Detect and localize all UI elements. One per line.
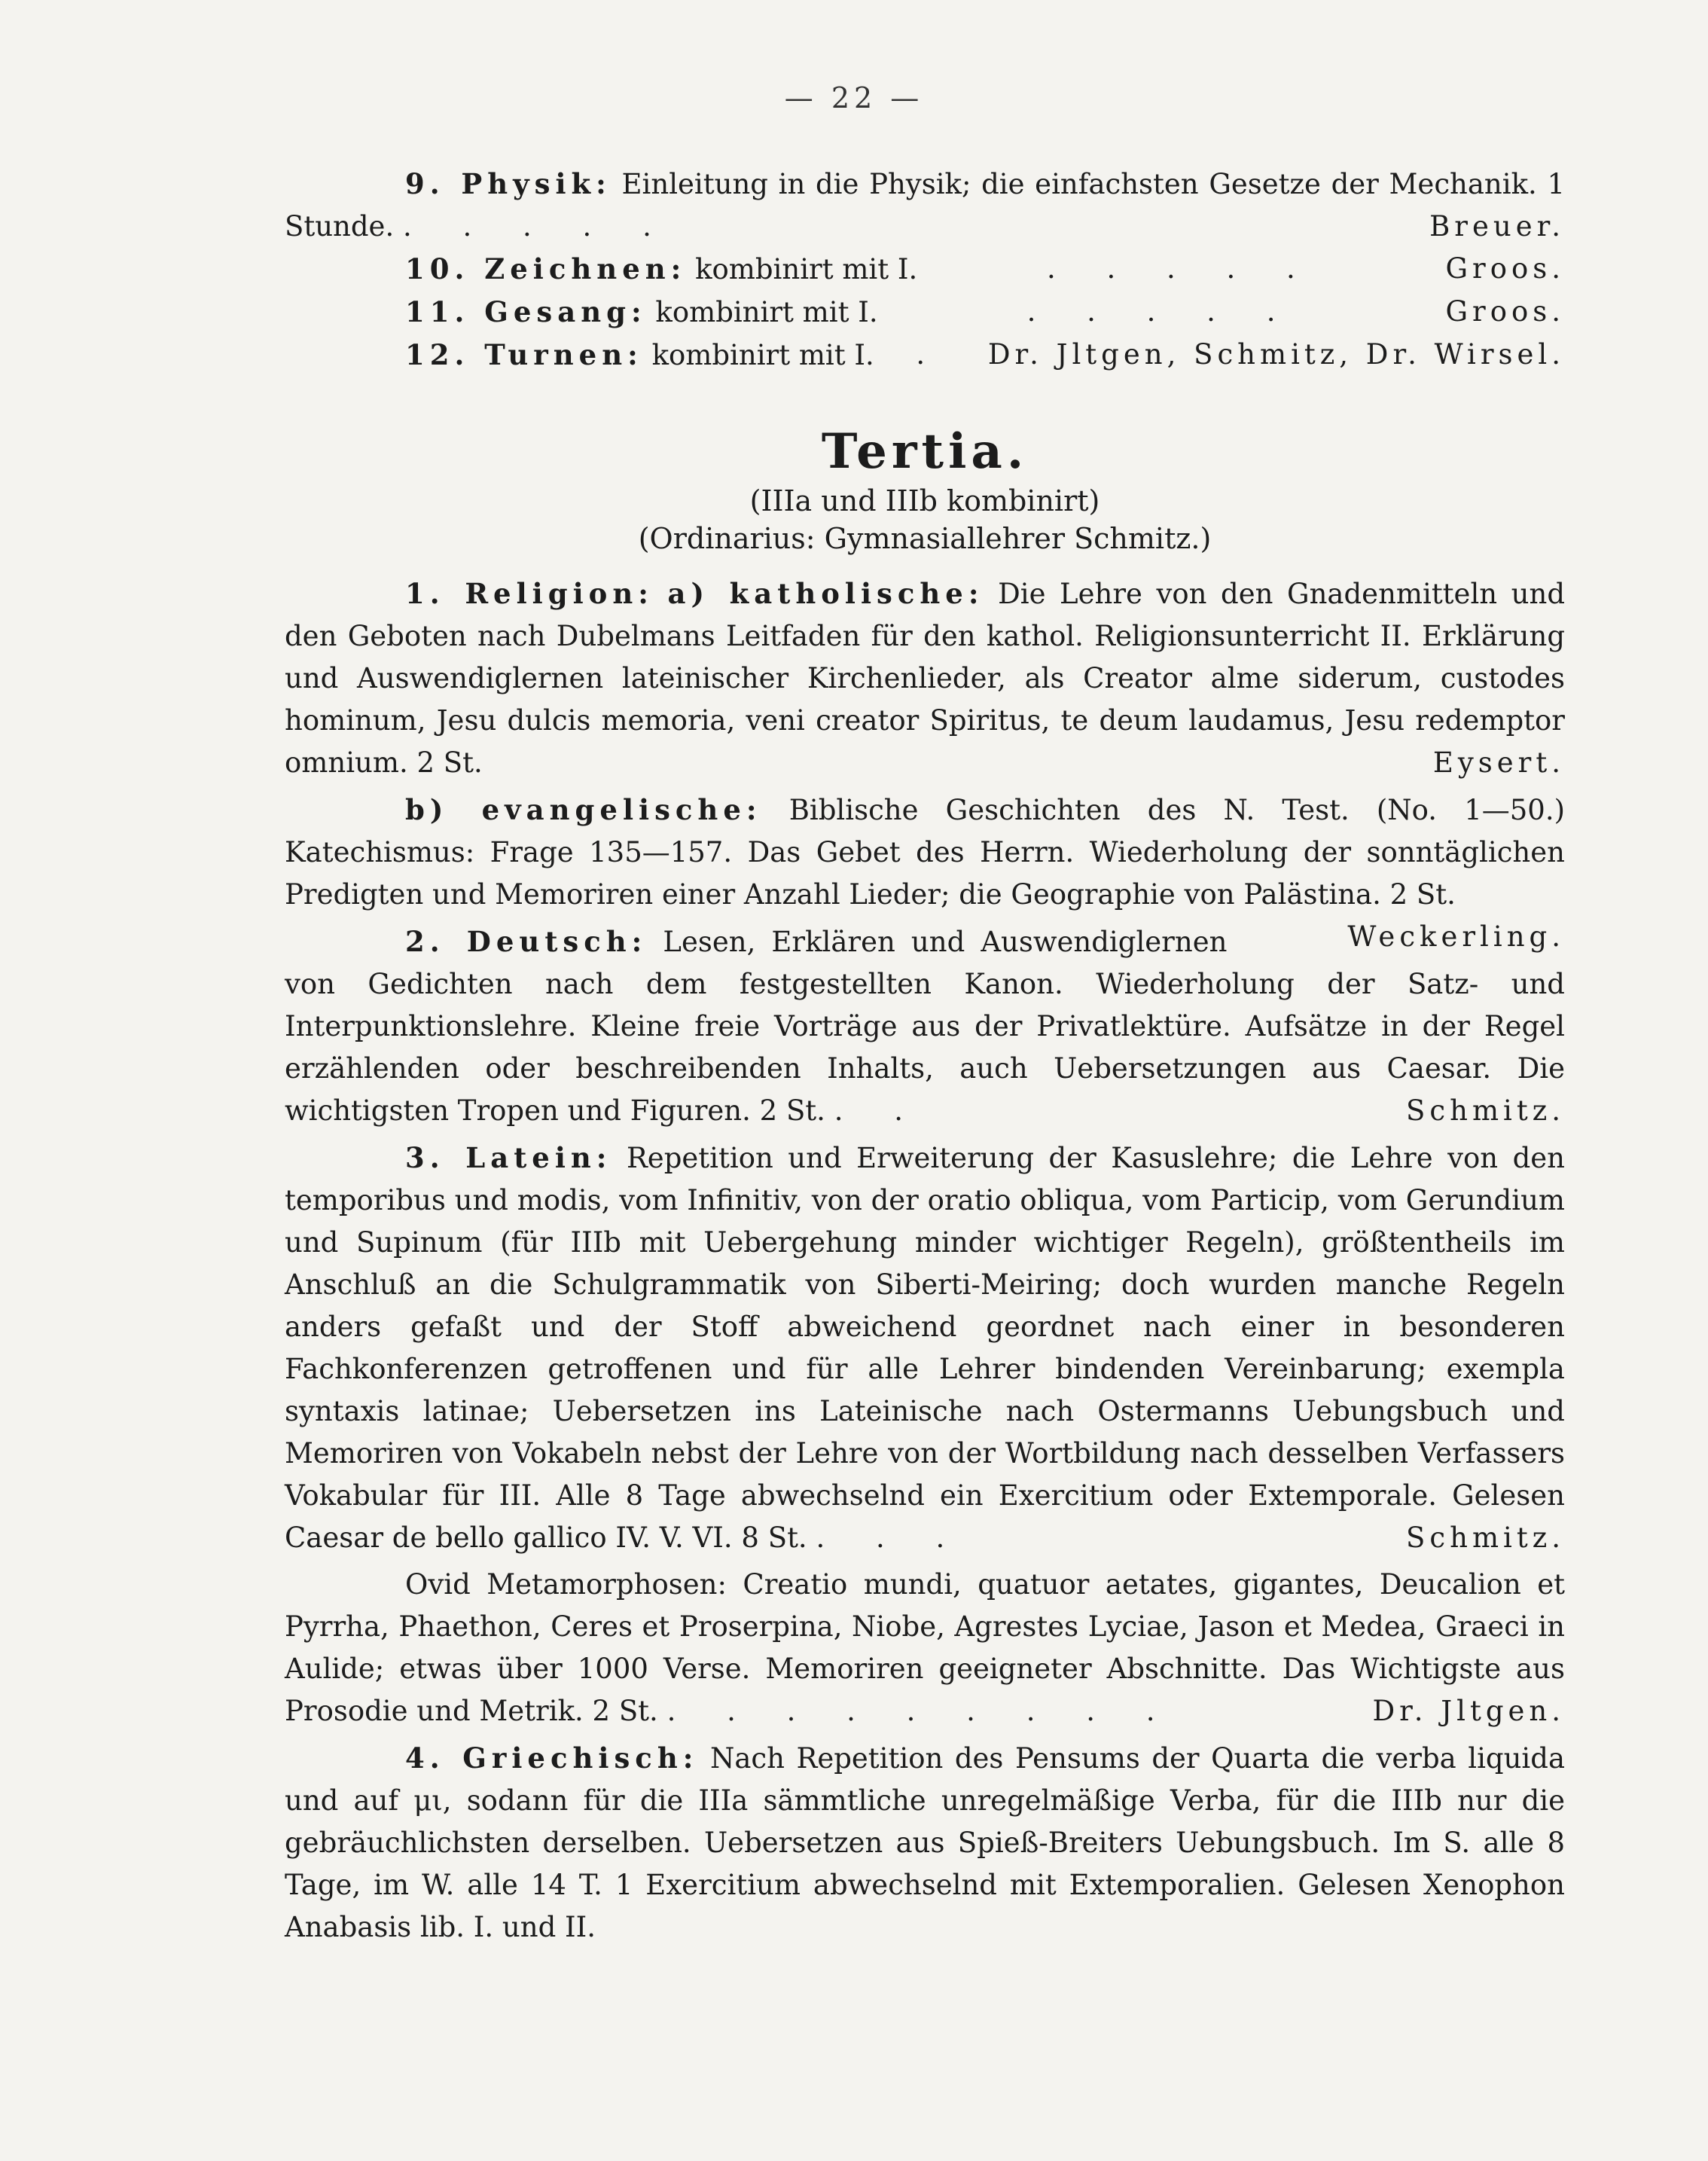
section-title: Tertia. <box>821 423 1029 480</box>
drawing-entry <box>285 248 1565 291</box>
physics-text: Einleitung in die Physik; die einfachsten Gesetze der Mechanik. 1 Stunde. <box>285 168 1565 243</box>
religion-catholic-teacher: Eysert. <box>1432 746 1565 779</box>
gym-entry <box>285 334 1565 377</box>
religion-evangelical-text: Biblische Geschichten des N. Test. (No. 1—50.) Katechismus: Frage 135—157. Das Gebet des Herrn. Wiederholung der sonntäglichen Predigten und Memoriren einer Anzahl Lieder; die Geographie von Palästina. 2 St. <box>285 794 1566 911</box>
document-body <box>285 163 1565 1949</box>
latin-text: Repetition und Erweiterung der Kasuslehre; die Lehre von den temporibus und modis, vom Infinitiv, von der oratio obliqua, vom Particip, vom Gerundium und Supinum (für IIIb mit Uebergehung minder wichtiger Regeln), größtentheils im Anschluß an die Schulgrammatik von Siberti-Meiring; doch wurden manche Regeln anders gefaßt und der Stoff abweichend geordnet nach einer in besonderen Fachkonferenzen getroffenen und für alle Lehrer bindenden Vereinbarung; exempla syntaxis latinae; Uebersetzen ins Lateinische nach Ostermanns Uebungsbuch und Memoriren von Vokabeln nebst der Lehre von der Wortbildung nach desselben Verfassers Vokabular für III. Alle 8 Tage abwechselnd ein Exercitium oder Extemporale. Gelesen Caesar de bello gallico IV. V. VI. 8 St. <box>285 1142 1565 1554</box>
german-label: 2. Deutsch: <box>405 925 648 958</box>
drawing-label: 10. Zeichnen: <box>405 252 687 285</box>
section-subtitle: (IIIa und IIIb kombinirt) <box>749 484 1100 517</box>
german-teacher: Schmitz. <box>1406 1094 1565 1127</box>
drawing-dots: . . . . . <box>1046 252 1316 285</box>
drawing-teacher: Groos. <box>1445 252 1565 285</box>
religion-catholic-entry <box>285 572 1565 784</box>
physics-label: 9. Physik: <box>405 167 612 200</box>
greek-text: Nach Repetition des Pensums der Quarta die verba liquida und auf μι, sodann für die IIIa sämmtliche unregelmäßige Verba, für die IIIb nur die gebräuchlichsten derselben. Uebersetzen aus Spieß-Breiters Uebungsbuch. Im S. alle 8 Tage, im W. alle 14 T. 1 Exercitium abwechselnd mit Extemporalien. Gelesen Xenophon Anabasis lib. I. und II. <box>285 1742 1566 1943</box>
latin-teacher: Schmitz. <box>1406 1522 1565 1554</box>
gym-dots: . <box>916 338 947 371</box>
greek-label: 4. Griechisch: <box>405 1741 699 1775</box>
latin-ovid-text: Ovid Metamorphosen: Creatio mundi, quatuor aetates, gigantes, Deucalion et Pyrrha, Phaethon, Ceres et Proserpina, Niobe, Agrestes Lyciae, Jason et Medea, Graeci in Aulide; etwas über 1000 Verse. Memoriren geeigneter Abschnitte. Das Wichtigste aus Prosodie und Metrik. 2 St. <box>285 1568 1565 1727</box>
latin-ovid-teacher: Dr. Jltgen. <box>1372 1695 1565 1727</box>
religion-catholic-text: Die Lehre von den Gnadenmitteln und den Geboten nach Dubelmans Leitfaden für den kathol. Religionsunterricht II. Erklärung und Auswendiglernen lateinischer Kirchenlieder, als Creator alme siderum, custodes hominum, Jesu dulcis memoria, veni creator Spiritus, te deum laudamus, Jesu redemptor omnium. 2 St. <box>285 578 1566 779</box>
gym-teacher: Dr. Jltgen, Schmitz, Dr. Wirsel. <box>987 338 1565 371</box>
religion-catholic-label: a) katholische: <box>667 577 984 610</box>
greek-entry <box>285 1737 1565 1949</box>
physics-dots: . . . . . <box>402 210 673 243</box>
drawing-text: kombinirt mit I. <box>695 253 918 285</box>
religion-label: 1. Religion: <box>405 577 654 610</box>
section-ordinarius: (Ordinarius: Gymnasiallehrer Schmitz.) <box>638 522 1212 555</box>
german-text: Lesen, Erklären und Auswendiglernen von Gedichten nach dem festgestellten Kanon. Wiederholung der Satz- und Interpunktionslehre. Kleine freie Vorträge aus der Privatlektüre. Aufsätze in der Regel erzählenden oder beschreibenden Inhalts, auch Uebersetzungen aus Caesar. Die wichtigsten Tropen und Figuren. 2 St. <box>285 926 1565 1127</box>
singing-text: kombinirt mit I. <box>655 296 878 328</box>
religion-evangelical-teacher: Weckerling. <box>1347 920 1565 953</box>
physics-teacher: Breuer. <box>1429 210 1565 243</box>
latin-ovid-dots: . . . . . . . . . <box>666 1695 1176 1727</box>
singing-dots: . . . . . <box>1026 295 1297 328</box>
latin-label: 3. Latein: <box>405 1141 612 1174</box>
singing-label: 11. Gesang: <box>405 295 647 328</box>
gym-text: kombinirt mit I. <box>651 339 874 371</box>
latin-dots: . . . <box>816 1522 966 1554</box>
german-dots: . . <box>834 1094 925 1127</box>
singing-entry <box>285 291 1565 334</box>
singing-teacher: Groos. <box>1445 295 1565 328</box>
gym-label: 12. Turnen: <box>405 338 643 371</box>
latin-entry <box>285 1137 1565 1559</box>
physics-entry <box>285 163 1565 248</box>
religion-evangelical-label: b) evangelische: <box>405 793 762 826</box>
page-number: — 22 — <box>784 81 924 114</box>
latin-ovid-entry <box>285 1564 1565 1732</box>
